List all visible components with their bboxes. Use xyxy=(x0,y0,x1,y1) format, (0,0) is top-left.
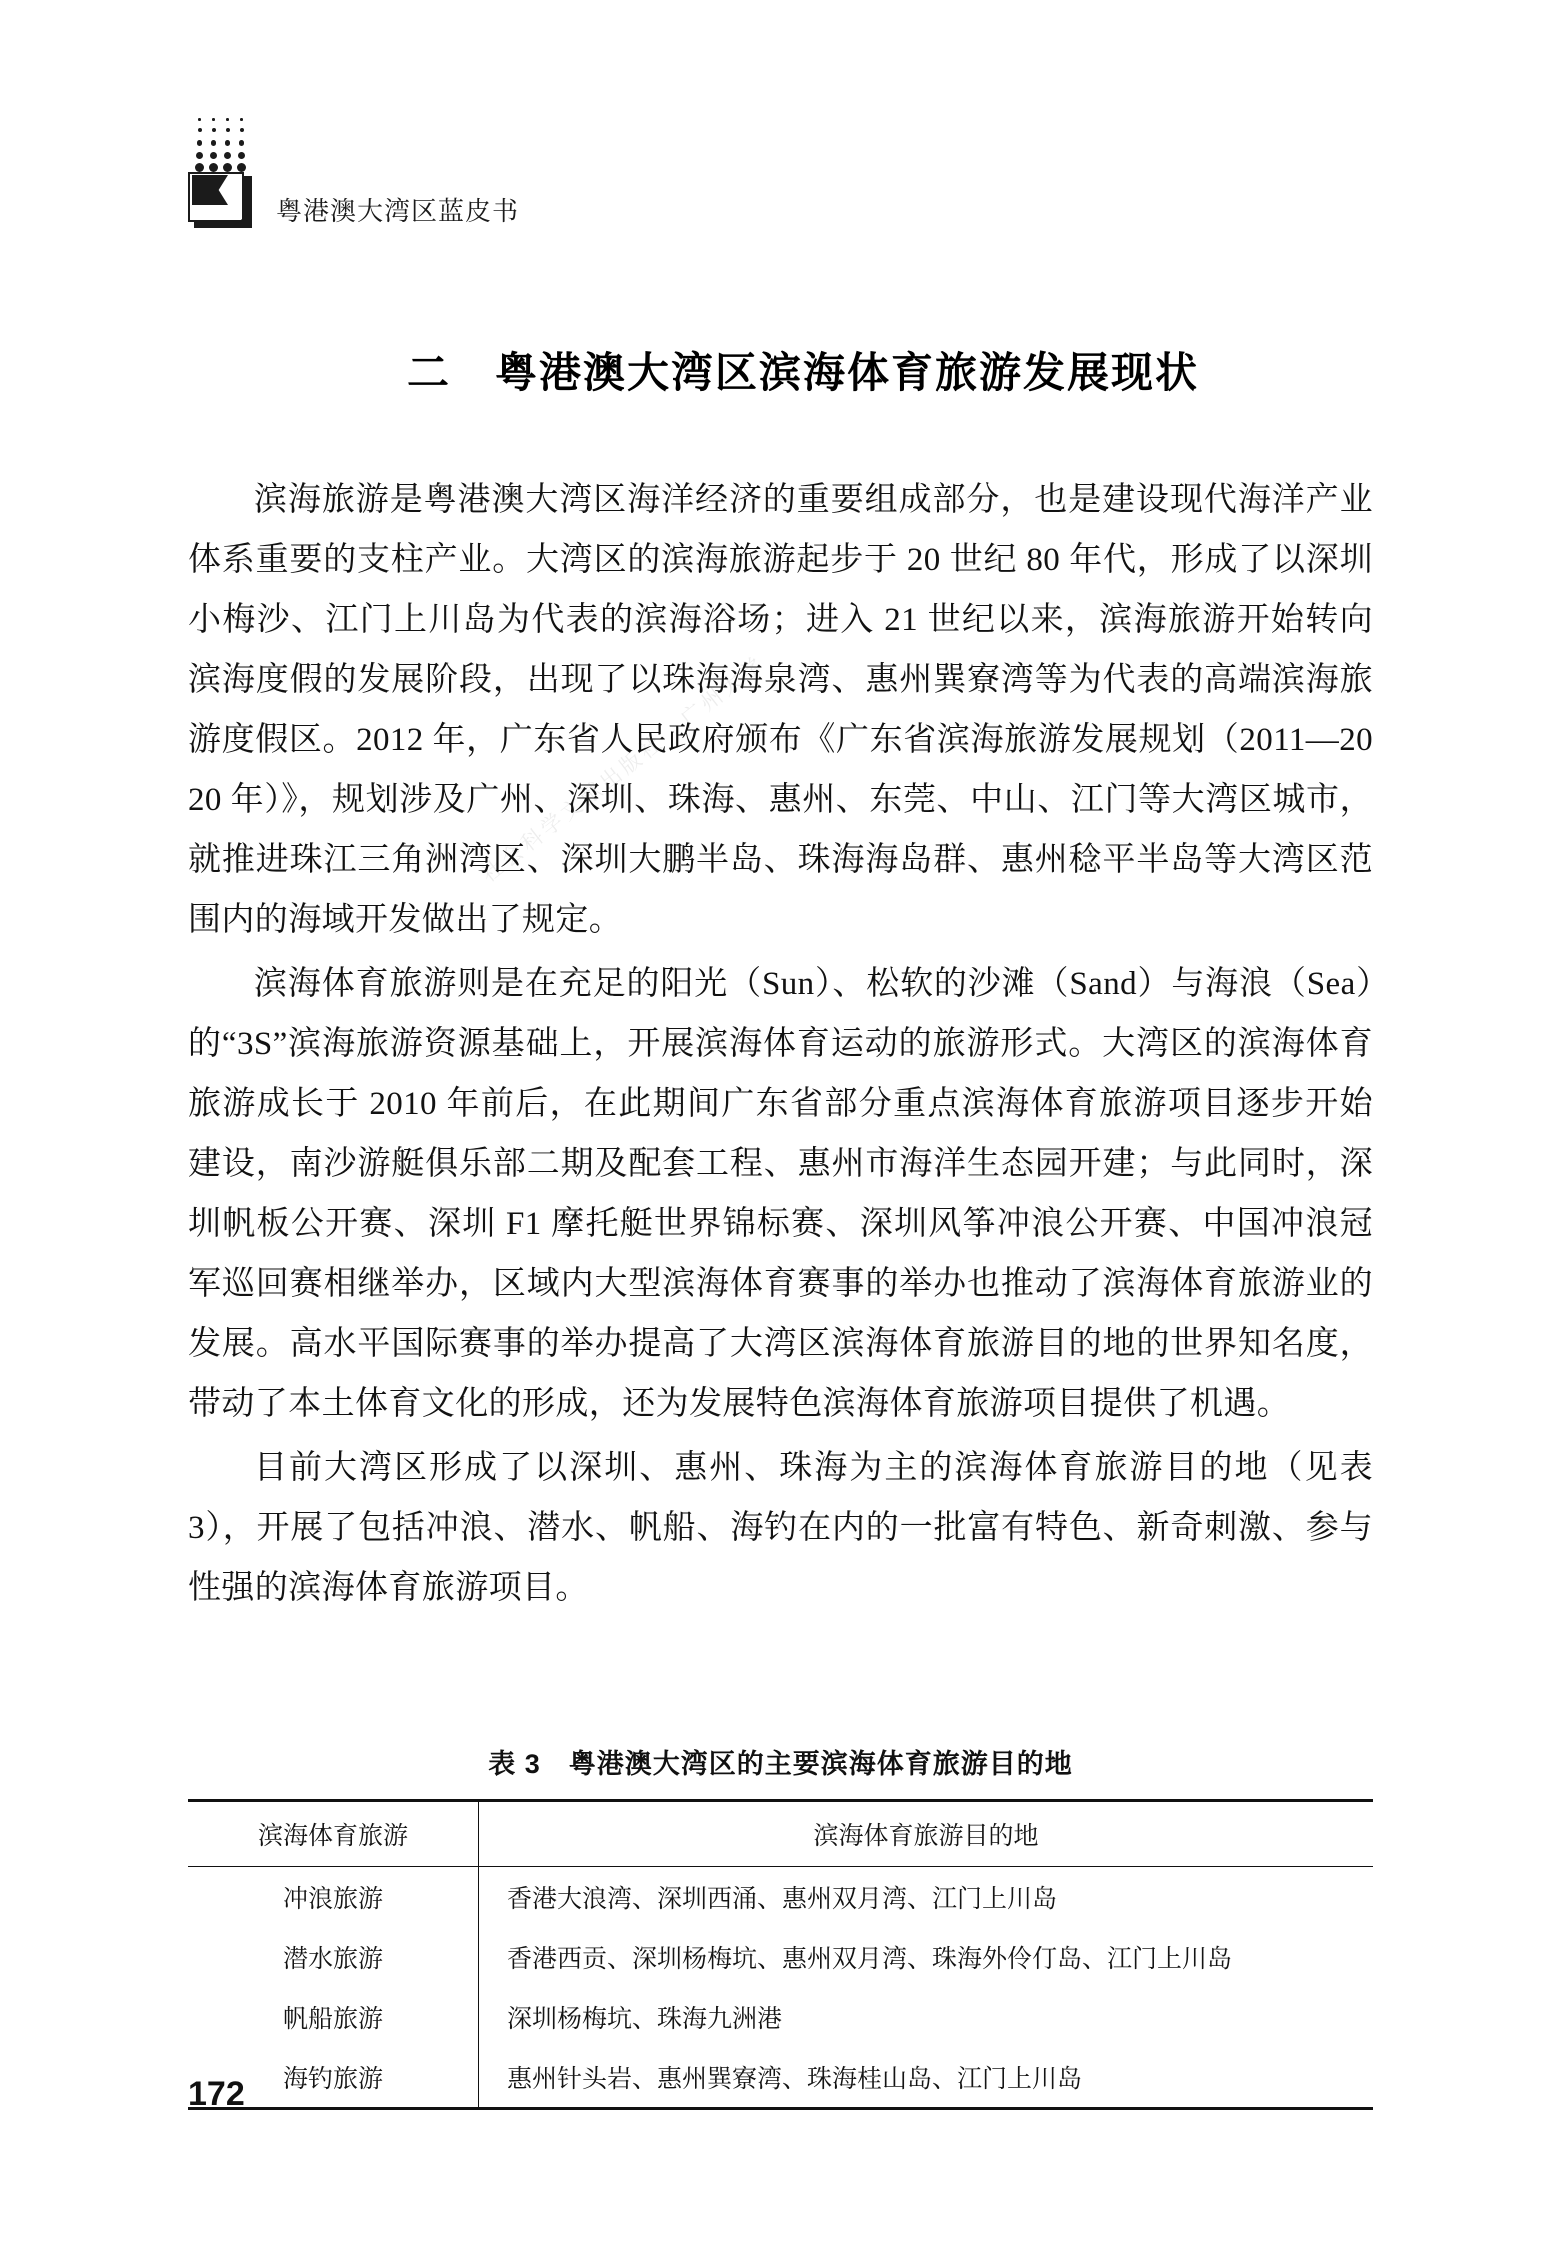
table-row xyxy=(188,1927,1373,1987)
cell-category: 帆船旅游 xyxy=(188,1987,479,2047)
running-header xyxy=(188,118,519,228)
table-row xyxy=(188,2047,1373,2109)
column-header-destinations: 滨海体育旅游目的地 xyxy=(479,1801,1374,1867)
cell-destinations: 香港西贡、深圳杨梅坑、惠州双月湾、珠海外伶仃岛、江门上川岛 xyxy=(507,1946,1233,1973)
column-header-category: 滨海体育旅游 xyxy=(188,1801,479,1867)
cell-category: 潜水旅游 xyxy=(188,1927,479,1987)
cell-destinations: 深圳杨梅坑、珠海九洲港 xyxy=(507,2006,783,2033)
paragraph: 滨海旅游是粤港澳大湾区海洋经济的重要组成部分，也是建设现代海洋产业体系重要的支柱产业。大湾区的滨海旅游起步于 20 世纪 80 年代，形成了以深圳小梅沙、江门上川岛为代表的滨海浴场；进入 21 世纪以来，滨海旅游开始转向滨海度假的发展阶段，出现了以珠海海泉湾、惠州巽寮湾等为代表的高端滨海旅游度假区。2012 年，广东省人民政府颁布《广东省滨海旅游发展规划（2011—2020 年）》，规划涉及广州、深圳、珠海、惠州、东莞、中山、江门等大湾区城市，就推进珠江三角洲湾区、深圳大鹏半岛、珠海海岛群、惠州稔平半岛等大湾区范围内的海域开发做出了规定。 xyxy=(188,482,1373,938)
running-header-title: 粤港澳大湾区蓝皮书 xyxy=(276,196,520,226)
table-section xyxy=(188,1742,1373,2110)
table-head xyxy=(188,1801,1373,1867)
destinations-table xyxy=(188,1799,1373,2110)
table-row xyxy=(188,1867,1373,1928)
cell-destinations: 惠州针头岩、惠州巽寮湾、珠海桂山岛、江门上川岛 xyxy=(479,2047,1374,2109)
cell-category: 冲浪旅游 xyxy=(188,1867,479,1928)
page-title: 二 粤港澳大湾区滨海体育旅游发展现状 xyxy=(406,349,1199,396)
cell-category: 海钓旅游 xyxy=(188,2047,479,2109)
cell-destinations: 香港大浪湾、深圳西涌、惠州双月湾、江门上川岛 xyxy=(507,1886,1058,1913)
paragraph: 目前大湾区形成了以深圳、惠州、珠海为主的滨海体育旅游目的地（见表 3），开展了包括冲浪、潜水、帆船、海钓在内的一批富有特色、新奇刺激、参与性强的滨海体育旅游项目。 xyxy=(188,1450,1373,1606)
book-icon xyxy=(188,172,252,228)
table-body xyxy=(188,1867,1373,2109)
book-flag-logo-icon xyxy=(188,118,258,228)
table-caption: 表 3 粤港澳大湾区的主要滨海体育旅游目的地 xyxy=(488,1749,1073,1779)
table-header-row xyxy=(188,1801,1373,1867)
watermark: 社会科学文献出版社 广州大学 xyxy=(477,650,770,887)
body-text xyxy=(188,470,1373,1622)
dot-grid-icon xyxy=(195,118,251,172)
paragraph: 滨海体育旅游则是在充足的阳光（Sun）、松软的沙滩（Sand）与海浪（Sea）的“3S”滨海旅游资源基础上，开展滨海体育运动的旅游形式。大湾区的滨海体育旅游成长于 2010 年前后，在此期间广东省部分重点滨海体育旅游项目逐步开始建设，南沙游艇俱乐部二期及配套工程、惠州市海洋生态园开建；与此同时，深圳帆板公开赛、深圳 F1 摩托艇世界锦标赛、深圳风筝冲浪公开赛、中国冲浪冠军巡回赛相继举办，区域内大型滨海体育赛事的举办也推动了滨海体育旅游业的发展。高水平国际赛事的举办提高了大湾区滨海体育旅游目的地的世界知名度，带动了本土体育文化的形成，还为发展特色滨海体育旅游项目提供了机遇。 xyxy=(188,966,1373,1422)
table-row xyxy=(188,1987,1373,2047)
page-number: 172 xyxy=(188,2075,245,2113)
